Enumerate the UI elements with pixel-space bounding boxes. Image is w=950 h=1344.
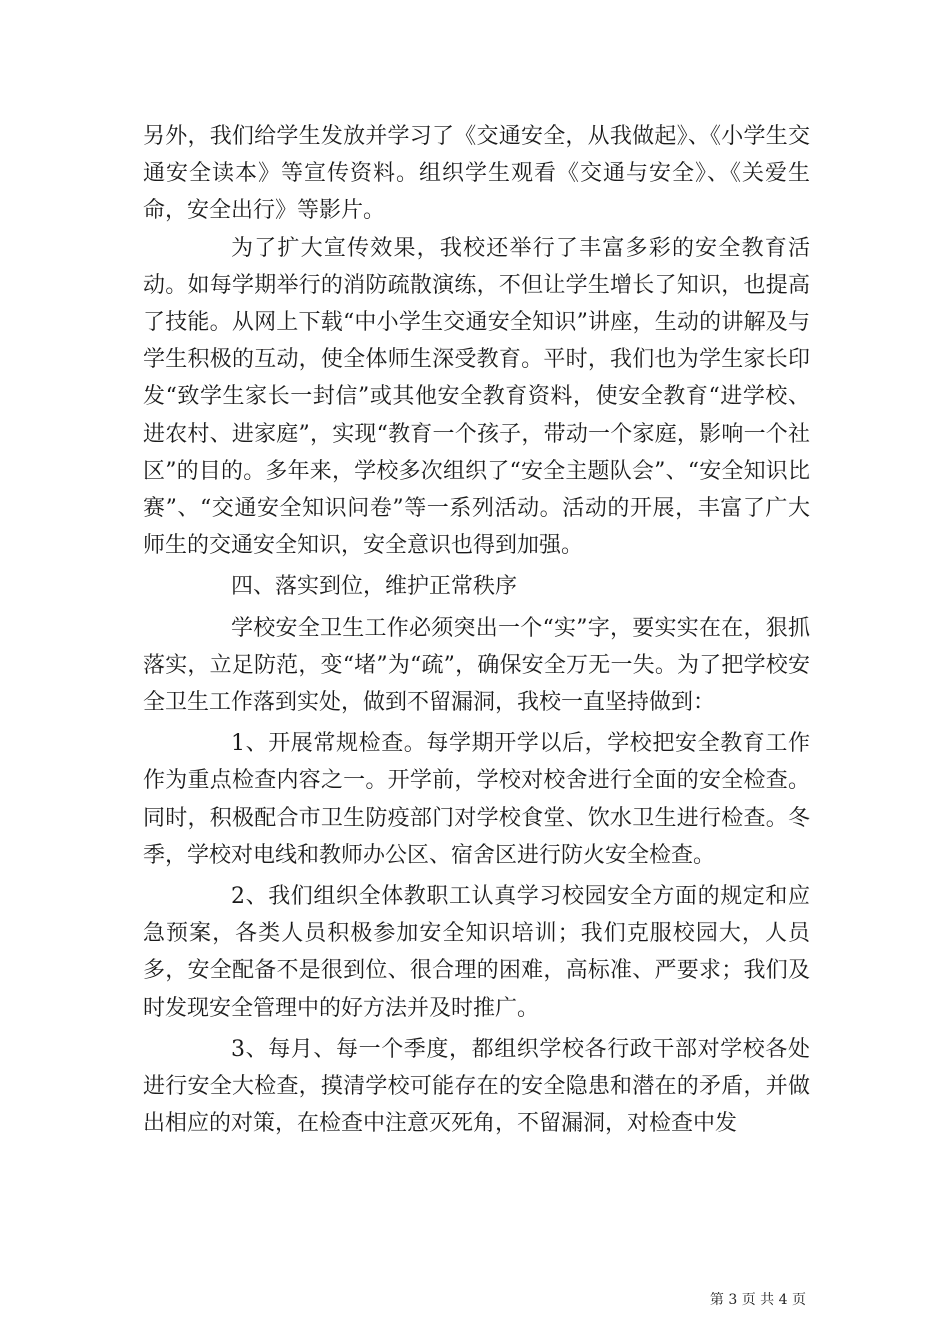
paragraph-item-1: 1、开展常规检查。每学期开学以后，学校把安全教育工作作为重点检查内容之一。开学前，学校对校舍进行全面的安全检查。同时，积极配合市卫生防疫部门对学校食堂、饮水卫生进行检查。冬季，学校对电线和教师办公区、宿舍区进行防火安全检查。	[143, 731, 810, 868]
paragraph-safety-activities: 为了扩大宣传效果，我校还举行了丰富多彩的安全教育活动。如每学期举行的消防疏散演练，不但让学生增长了知识，也提高了技能。从网上下载“中小学生交通安全知识”讲座，生动的讲解及与学生积极的互动，使全体师生深受教育。平时，我们也为学生家长印发“致学生家长一封信”或其他安全教育资料，使安全教育“进学校、进农村、进家庭”，实现“教育一个孩子，带动一个家庭，影响一个社区”的目的。多年来，学校多次组织了“安全主题队会”、“安全知识比赛”、“交通安全知识问卷”等一系列活动。活动的开展，丰富了广大师生的交通安全知识，安全意识也得到加强。	[143, 235, 810, 559]
page-number-footer: 第 3 页 共 4 页	[709, 1292, 806, 1308]
paragraph-item-3: 3、每月、每一个季度，都组织学校各行政干部对学校各处进行安全大检查，摸清学校可能存在的安全隐患和潜在的矛盾，并做出相应的对策，在检查中注意灭死角，不留漏洞，对检查中发	[143, 1036, 810, 1137]
document-body	[143, 118, 810, 1142]
section-heading-four: 四、落实到位，维护正常秩序	[231, 574, 518, 600]
paragraph-implementation: 学校安全卫生工作必须突出一个“实”字，要实实在在，狠抓落实，立足防范，变“堵”为“疏”，确保安全万无一失。为了把学校安全卫生工作落到实处，做到不留漏洞，我校一直坚持做到：	[143, 615, 810, 716]
paragraph-continuation: 另外，我们给学生发放并学习了《交通安全，从我做起》、《小学生交通安全读本》等宣传资料。组织学生观看《交通与安全》、《关爱生命，安全出行》等影片。	[143, 124, 810, 224]
paragraph-item-2: 2、我们组织全体教职工认真学习校园安全方面的规定和应急预案，各类人员积极参加安全知识培训；我们克服校园大，人员多，安全配备不是很到位、很合理的困难，高标准、严要求；我们及时发现安全管理中的好方法并及时推广。	[143, 884, 810, 1021]
